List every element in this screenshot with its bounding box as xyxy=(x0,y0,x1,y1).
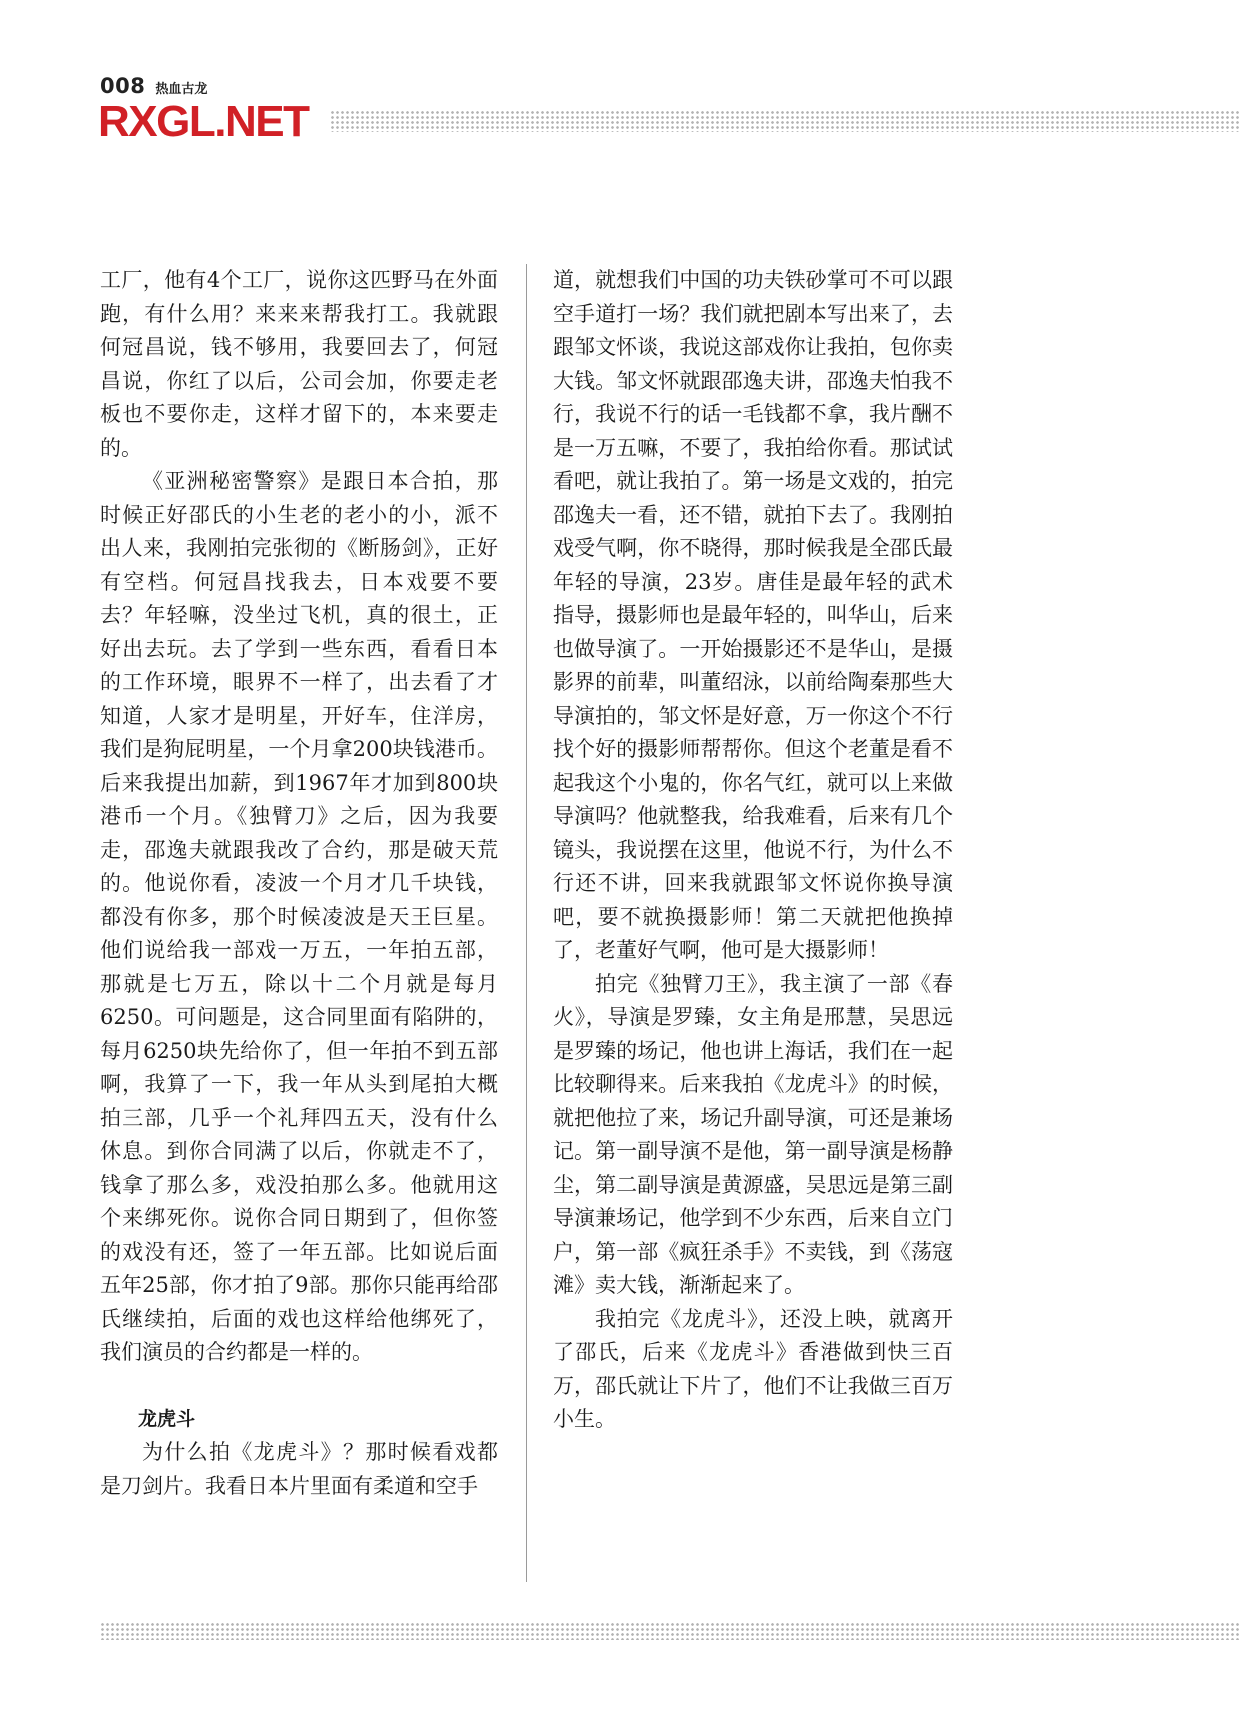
footer-dot-rule xyxy=(100,1622,1240,1640)
brand-logo: RXGL.NET xyxy=(98,97,309,146)
left-column xyxy=(100,264,498,1503)
magazine-name: 热血古龙 xyxy=(155,82,208,97)
page-number: 008 xyxy=(100,74,146,98)
body-paragraph: 道，就想我们中国的功夫铁砂掌可不可以跟空手道打一场？我们就把剧本写出来了，去跟邹文怀谈，我说这部戏你让我拍，包你卖大钱。邹文怀就跟邵逸夫讲，邵逸夫怕我不行，我说不行的话一毛钱都不拿，我片酬不是一万五嘛，不要了，我拍给你看。那试试看吧，就让我拍了。第一场是文戏的，拍完邵逸夫一看，还不错，就拍下去了。我刚拍戏受气啊，你不晓得，那时候我是全邵氏最年轻的导演，23岁。唐佳是最年轻的武术指导，摄影师也是最年轻的，叫华山，后来也做导演了。一开始摄影还不是华山，是摄影界的前辈，叫董绍泳，以前给陶秦那些大导演拍的，邹文怀是好意，万一你这个不行找个好的摄影师帮帮你。但这个老董是看不起我这个小鬼的，你名气红，就可以上来做导演吗？他就整我，给我难看，后来有几个镜头，我说摆在这里，他说不行，为什么不行还不讲，回来我就跟邹文怀说你换导演吧，要不就换摄影师！第二天就把他换掉了，老董好气啊，他可是大摄影师！ xyxy=(553,268,953,962)
header-dot-rule xyxy=(330,110,1240,132)
page-header xyxy=(100,74,207,98)
body-paragraph: 《亚洲秘密警察》是跟日本合拍，那时候正好邵氏的小生老的老小的小，派不出人来，我刚拍完张彻的《断肠剑》，正好有空档。何冠昌找我去，日本戏要不要去？年轻嘛，没坐过飞机，真的很土，正好出去玩。去了学到一些东西，看看日本的工作环境，眼界不一样了，出去看了才知道，人家才是明星，开好车，住洋房，我们是狗屁明星，一个月拿200块钱港币。后来我提出加薪，到1967年才加到800块港币一个月。《独臂刀》之后，因为我要走，邵逸夫就跟我改了合约，那是破天荒的。他说你看，凌波一个月才几千块钱，都没有你多，那个时候凌波是天王巨星。他们说给我一部戏一万五，一年拍五部，那就是七万五，除以十二个月就是每月6250。可问题是，这合同里面有陷阱的，每月6250块先给你了，但一年拍不到五部啊，我算了一下，我一年从头到尾拍大概拍三部，几乎一个礼拜四五天，没有什么休息。到你合同满了以后，你就走不了，钱拿了那么多，戏没拍那么多。他就用这个来绑死你。说你合同日期到了，但你签的戏没有还，签了一年五部。比如说后面五年25部，你才拍了9部。那你只能再给邵氏继续拍，后面的戏也这样给他绑死了，我们演员的合约都是一样的。 xyxy=(100,469,498,1364)
section-heading: 龙虎斗 xyxy=(138,1407,196,1430)
body-paragraph: 为什么拍《龙虎斗》？那时候看戏都是刀剑片。我看日本片里面有柔道和空手 xyxy=(100,1440,498,1498)
body-paragraph: 我拍完《龙虎斗》，还没上映，就离开了邵氏，后来《龙虎斗》香港做到快三百万，邵氏就让下片了，他们不让我做三百万小生。 xyxy=(553,1306,953,1431)
column-divider xyxy=(526,264,527,1582)
body-paragraph: 工厂，他有4个工厂，说你这匹野马在外面跑，有什么用？来来来帮我打工。我就跟何冠昌说，钱不够用，我要回去了，何冠昌说，你红了以后，公司会加，你要走老板也不要你走，这样才留下的，本来要走的。 xyxy=(100,268,498,460)
right-column xyxy=(553,264,953,1437)
body-paragraph: 拍完《独臂刀王》，我主演了一部《春火》，导演是罗臻，女主角是邢慧，吴思远是罗臻的场记，他也讲上海话，我们在一起比较聊得来。后来我拍《龙虎斗》的时候，就把他拉了来，场记升副导演，可还是兼场记。第一副导演不是他，第一副导演是杨静尘，第二副导演是黄源盛，吴思远是第三副导演兼场记，他学到不少东西，后来自立门户，第一部《疯狂杀手》不卖钱，到《荡寇滩》卖大钱，渐渐起来了。 xyxy=(553,971,953,1297)
